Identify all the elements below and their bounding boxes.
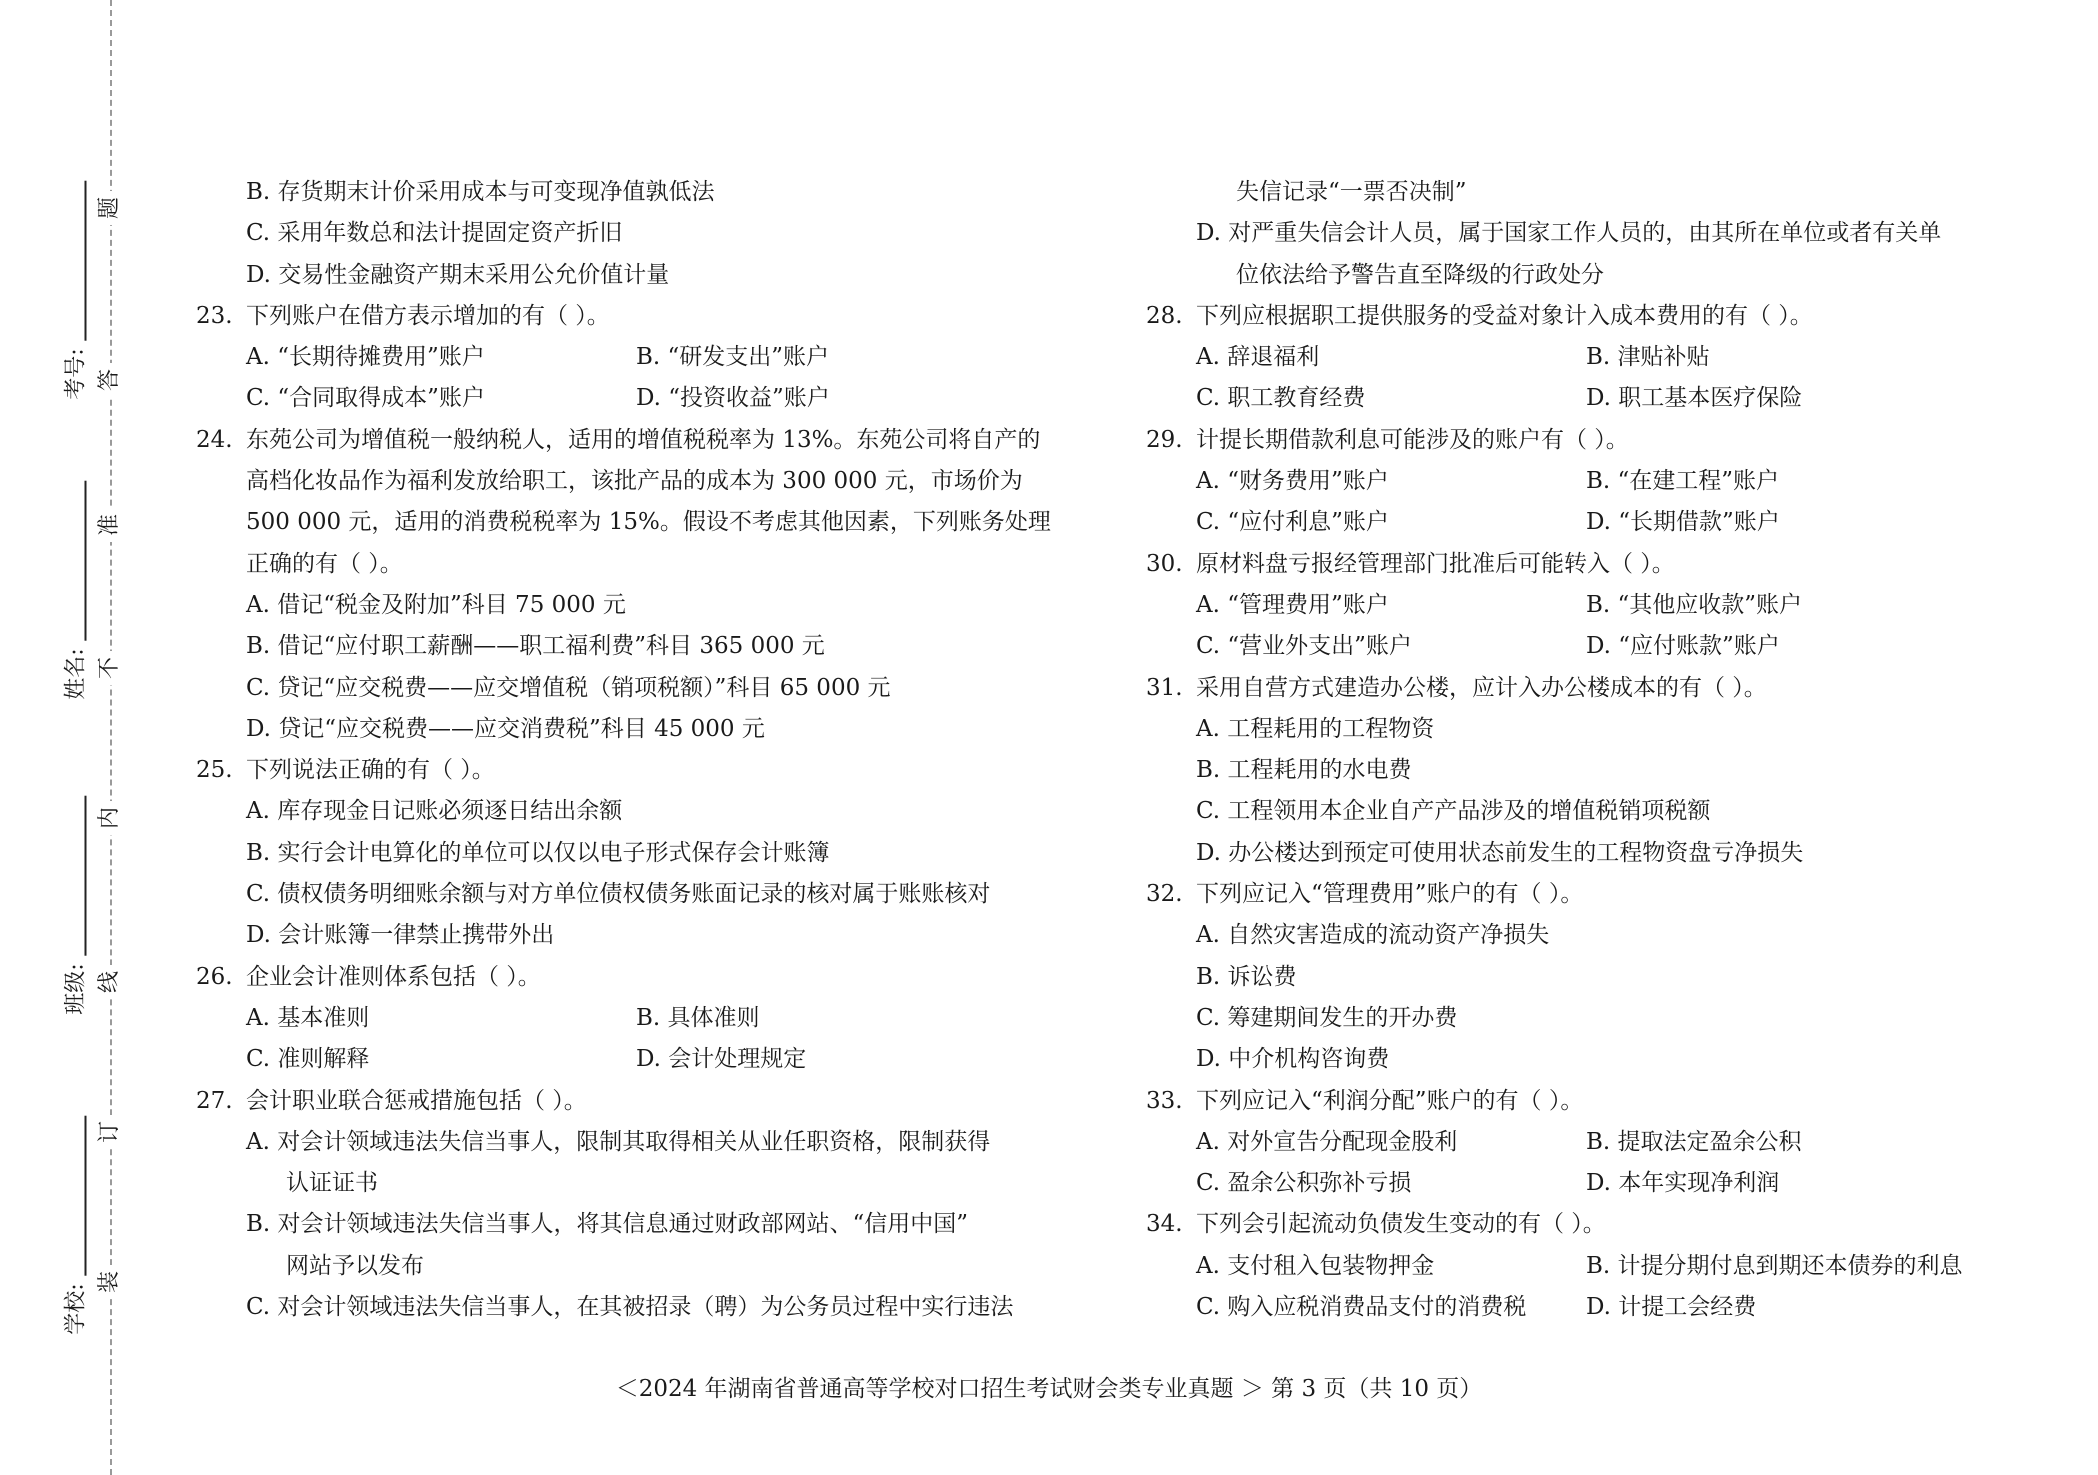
seal-char: 内 [95,801,125,835]
text-line: 认证证书 [286,1170,378,1197]
option: C. “应付利息”账户 [1196,509,1389,536]
option: B. “研发支出”账户 [636,344,830,371]
question-number: 28. [1146,302,1183,329]
question-number: 27. [196,1087,233,1114]
question-number: 25. [196,757,233,784]
option-pair [1146,585,2036,626]
text-line: B. 存货期末计价采用成本与可变现净值孰低法 [246,179,715,205]
text-line: D. 交易性金融资产期末采用公允价值计量 [246,261,670,288]
option: D. “长期借款”账户 [1586,509,1780,536]
text-line: 失信记录“一票否决制” [1236,179,1467,205]
question-number: 26. [196,963,233,990]
option: C. 盈余公积弥补亏损 [1196,1170,1412,1197]
question-text: 原材料盘亏报经管理部门批准后可能转入（ ）。 [1196,550,1675,577]
question-stem [1146,420,2036,461]
question-text: 下列说法正确的有（ ）。 [246,757,495,784]
page-footer: ＜2024 年湖南省普通高等学校对口招生考试财会类专业真题 ＞ 第 3 页（共 10 页） [615,1376,1483,1402]
text-line: B. 借记“应付职工薪酬——职工福利费”科目 365 000 元 [246,633,825,660]
text-line: B. 工程耗用的水电费 [1196,757,1412,784]
text-line: D. 对严重失信会计人员，属于国家工作人员的，由其所在单位或者有关单 [1196,220,1942,247]
left-column [196,172,1076,1328]
text-line: C. 筹建期间发生的开办费 [1196,1004,1458,1031]
option: C. 准则解释 [246,1046,370,1073]
question-stem [196,750,1076,791]
question-number: 31. [1146,674,1183,701]
text-line: 网站予以发布 [286,1252,424,1279]
text-line: C. 工程领用本企业自产产品涉及的增值税销项税额 [1196,798,1711,825]
text-line: 正确的有（ ）。 [246,550,403,577]
option: A. “长期待摊费用”账户 [246,344,485,371]
class-field [59,795,90,1014]
field-label: 姓名: [63,648,89,700]
option: B. 津贴补贴 [1586,344,1710,371]
field-label: 考号: [63,348,89,400]
option-pair [1146,1246,2036,1287]
option: C. 购入应税消费品支付的消费税 [1196,1294,1527,1321]
question-stem [1146,668,2036,709]
text-line: C. 债权债务明细账余额与对方单位债权债务账面记录的核对属于账账核对 [246,881,991,908]
option: C. “合同取得成本”账户 [246,385,485,412]
question-stem [1146,1204,2036,1245]
option: A. 支付租入包装物押金 [1196,1252,1435,1279]
text-line: A. 借记“税金及附加”科目 75 000 元 [246,591,626,618]
option: A. 辞退福利 [1196,344,1320,371]
field-label: 班级: [63,963,89,1015]
option: C. “营业外支出”账户 [1196,633,1412,660]
option: B. 提取法定盈余公积 [1586,1128,1802,1155]
text-line: D. 贷记“应交税费——应交消费税”科目 45 000 元 [246,715,765,742]
option: B. “其他应收款”账户 [1586,591,1803,618]
name-field [59,480,90,699]
school-field [59,1115,90,1334]
text-line: 500 000 元，适用的消费税税率为 15%。假设不考虑其他因素，下列账务处理 [246,509,1051,536]
question-text: 采用自营方式建造办公楼，应计入办公楼成本的有（ ）。 [1196,674,1767,701]
text-line: C. 对会计领域违法失信当事人，在其被招录（聘）为公务员过程中实行违法 [246,1294,1014,1321]
question-stem [1146,296,2036,337]
option: A. 基本准则 [246,1004,370,1031]
question-number: 32. [1146,881,1183,908]
binding-margin [0,0,150,1475]
question-number: 24. [196,426,233,453]
question-stem [196,420,1076,461]
option: D. “应付账款”账户 [1586,633,1780,660]
option: A. “财务费用”账户 [1196,468,1389,495]
fill-line [62,180,86,340]
option-pair [1146,626,2036,667]
option-pair [1146,1122,2036,1163]
question-stem [196,1081,1076,1122]
exam-number-field [59,180,90,399]
fill-line [62,1115,86,1275]
question-number: 34. [1146,1211,1183,1238]
option: D. 会计处理规定 [636,1046,807,1073]
text-line: D. 中介机构咨询费 [1196,1046,1390,1073]
option: D. 计提工会经费 [1586,1294,1757,1321]
text-line: A. 工程耗用的工程物资 [1196,715,1435,742]
question-text: 计提长期借款利息可能涉及的账户有（ ）。 [1196,426,1629,453]
right-column [1146,172,2036,1328]
option-pair [196,998,1076,1039]
text-line: 高档化妆品作为福利发放给职工，该批产品的成本为 300 000 元，市场价为 [246,468,1023,495]
question-stem [1146,1081,2036,1122]
option-pair [1146,461,2036,502]
text-line: B. 实行会计电算化的单位可以仅以电子形式保存会计账簿 [246,839,830,866]
question-text: 下列应根据职工提供服务的受益对象计入成本费用的有（ ）。 [1196,302,1813,329]
question-text: 下列账户在借方表示增加的有（ ）。 [246,302,610,329]
question-text: 会计职业联合惩戒措施包括（ ）。 [246,1087,587,1114]
seal-char: 订 [95,1115,125,1149]
option: A. 对外宣告分配现金股利 [1196,1128,1458,1155]
question-stem [196,957,1076,998]
option: B. 计提分期付息到期还本债券的利息 [1586,1252,1963,1279]
text-line: B. 对会计领域违法失信当事人，将其信息通过财政部网站、“信用中国” [246,1211,969,1238]
text-line: D. 办公楼达到预定可使用状态前发生的工程物资盘亏净损失 [1196,839,1804,866]
option: B. “在建工程”账户 [1586,468,1780,495]
option: D. 本年实现净利润 [1586,1170,1780,1197]
question-stem [196,296,1076,337]
fill-line [62,480,86,640]
text-line: A. 对会计领域违法失信当事人，限制其取得相关从业任职资格，限制获得 [246,1128,991,1155]
option-pair [1146,502,2036,543]
option: B. 具体准则 [636,1004,760,1031]
seal-char: 线 [95,965,125,999]
option-pair [196,378,1076,419]
option-pair [1146,1287,2036,1328]
option-pair [1146,337,2036,378]
question-text: 企业会计准则体系包括（ ）。 [246,963,541,990]
option-pair [196,337,1076,378]
question-number: 33. [1146,1087,1183,1114]
question-text: 下列应记入“利润分配”账户的有（ ）。 [1196,1087,1584,1114]
question-text: 东苑公司为增值税一般纳税人，适用的增值税税率为 13%。东苑公司将自产的 [246,426,1041,453]
seal-char: 装 [95,1265,125,1299]
text-line: C. 贷记“应交税费——应交增值税（销项税额）”科目 65 000 元 [246,674,891,701]
question-number: 29. [1146,426,1183,453]
option: D. 职工基本医疗保险 [1586,385,1803,412]
seal-char: 题 [95,191,125,225]
question-stem [1146,874,2036,915]
field-label: 学校: [63,1283,89,1335]
text-line: C. 采用年数总和法计提固定资产折旧 [246,220,623,247]
option: A. “管理费用”账户 [1196,591,1389,618]
question-stem [1146,544,2036,585]
question-number: 23. [196,302,233,329]
text-line: B. 诉讼费 [1196,963,1297,990]
option: D. “投资收益”账户 [636,385,830,412]
seal-char: 不 [95,651,125,685]
question-number: 30. [1146,550,1183,577]
text-line: D. 会计账簿一律禁止携带外出 [246,922,555,949]
option-pair [1146,378,2036,419]
fill-line [62,795,86,955]
question-text: 下列会引起流动负债发生变动的有（ ）。 [1196,1211,1606,1238]
text-line: A. 自然灾害造成的流动资产净损失 [1196,922,1550,949]
option-pair [196,1039,1076,1080]
text-line: 位依法给予警告直至降级的行政处分 [1236,261,1604,288]
text-line: A. 库存现金日记账必须逐日结出余额 [246,798,623,825]
seal-char: 准 [95,508,125,542]
seal-char: 答 [95,363,125,397]
question-text: 下列应记入“管理费用”账户的有（ ）。 [1196,881,1584,908]
option: C. 职工教育经费 [1196,385,1366,412]
option-pair [1146,1163,2036,1204]
